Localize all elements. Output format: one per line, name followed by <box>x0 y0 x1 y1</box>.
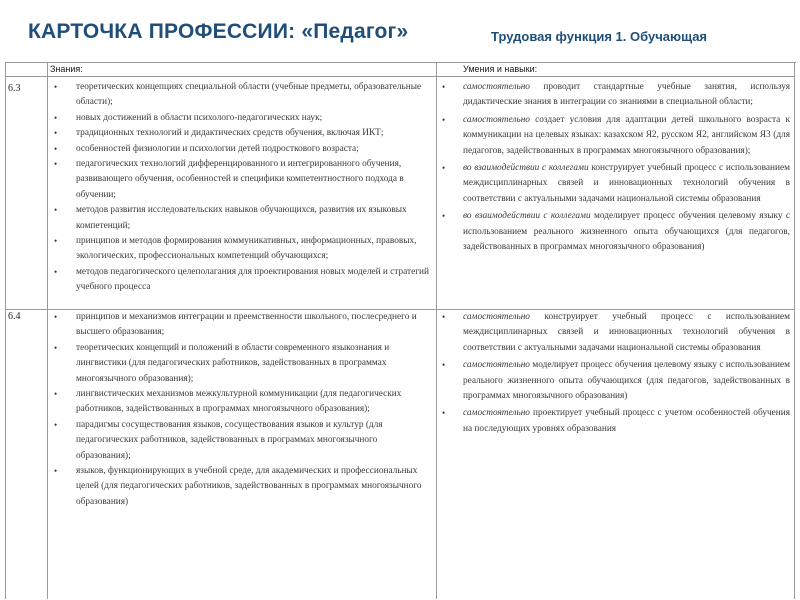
knowledge-text: теоретических концепциях специальной области (учебные предметы, образовательные области); <box>76 82 422 108</box>
list-item <box>50 203 434 234</box>
knowledge-header <box>6 63 436 77</box>
list-item <box>50 387 434 418</box>
list-item <box>50 80 434 111</box>
list-item <box>438 406 790 437</box>
skill-keyword: во взаимодействии с коллегами <box>463 163 589 174</box>
list-item <box>50 310 434 341</box>
profession-card-table <box>5 62 796 599</box>
knowledge-text: принципов и методов формирования коммуникативных, информационных, правовых, экологических, профессиональных компетенций обучающихся; <box>76 236 417 262</box>
list-item <box>50 126 434 141</box>
knowledge-text: методов педагогического целеполагания для проектирования новых моделей и стратегий учебного процесса <box>76 266 429 293</box>
list-item <box>50 341 434 387</box>
skills-cell <box>438 310 790 439</box>
skill-keyword: самостоятельно <box>463 408 530 419</box>
list-item <box>438 161 790 207</box>
bullet-icon: • <box>54 159 58 170</box>
skill-keyword: самостоятельно <box>463 114 530 125</box>
bullet-icon: • <box>54 266 58 277</box>
skills-header-label: Умения и навыки: <box>463 64 538 74</box>
list-item <box>50 142 434 157</box>
list-item <box>438 113 790 159</box>
bullet-icon: • <box>442 312 446 322</box>
bullet-icon: • <box>54 342 58 353</box>
list-item <box>438 310 790 356</box>
bullet-icon: • <box>54 389 58 400</box>
bullet-icon: • <box>54 419 58 430</box>
bullet-icon: • <box>442 163 446 174</box>
row-number: 6.3 <box>8 83 21 94</box>
bullet-icon: • <box>442 211 446 222</box>
skill-text: проектирует учебный процесс с учетом особенностей обучения на последующих уровнях образования <box>463 408 790 434</box>
skill-keyword: самостоятельно <box>463 360 530 371</box>
bullet-icon: • <box>442 82 446 92</box>
bullet-icon: • <box>54 312 58 322</box>
list-item <box>50 157 434 203</box>
skill-text: конструирует учебный процесс с использованием междисциплинарных связей и инновационных технологий обучения в соответствии с актуальными задачами национальной системы образования <box>463 312 790 353</box>
list-item <box>438 358 790 404</box>
list-item <box>50 418 434 464</box>
column-divider <box>436 63 437 599</box>
knowledge-text: традиционных технологий и дидактических средств обучения, включая ИКТ; <box>76 128 384 139</box>
skills-header <box>436 63 795 77</box>
list-item <box>50 234 434 265</box>
knowledge-text: особенностей физиологии и психологии детей подросткового возраста; <box>76 143 359 154</box>
skill-text: моделирует процесс обучения целевому языку с использованием реального жизненного опыта обучающихся (для педагогов, задействованных в программах многоязычного образования) <box>463 211 790 253</box>
skill-text: проводит стандартные учебные занятия, используя дидактические знания в интеграции со знаниями в специальной области; <box>463 82 790 108</box>
list-item <box>50 265 434 296</box>
bullet-icon: • <box>442 114 446 125</box>
bullet-icon: • <box>54 82 58 92</box>
skill-text: конструирует учебный процесс с использованием междисциплинарных связей и инновационных технологий обучения в соответствии с актуальными задачами национальной системы образования <box>463 163 790 204</box>
skills-cell <box>438 80 790 257</box>
knowledge-text: лингвистических механизмов межкультурной коммуникации (для педагогических работников, задействованных в программах многоязычного образования); <box>76 389 402 415</box>
list-item <box>50 111 434 126</box>
row-number: 6.4 <box>8 311 21 322</box>
knowledge-text: методов развития исследовательских навыков обучающихся, развития их языковых компетенций; <box>76 205 407 231</box>
knowledge-text: новых достижений в области психолого-педагогических наук; <box>76 112 323 123</box>
knowledge-text: парадигмы сосуществования языков, сосуществования языков и культур (для педагогических работников, задействованных в программах многоязычного образования); <box>76 419 383 461</box>
knowledge-text: принципов и механизмов интеграции и преемственности школьного, послесреднего и высшего образования; <box>76 312 417 338</box>
skill-keyword: самостоятельно <box>463 82 530 92</box>
knowledge-list <box>50 310 434 510</box>
knowledge-header-label: Знания: <box>50 64 83 74</box>
list-item <box>438 80 790 111</box>
knowledge-cell <box>50 80 434 296</box>
page-title: КАРТОЧКА ПРОФЕССИИ: «Педагог» <box>28 20 409 43</box>
bullet-icon: • <box>442 408 446 419</box>
skills-list <box>438 310 790 437</box>
list-item <box>50 464 434 510</box>
bullet-icon: • <box>54 236 58 247</box>
bullet-icon: • <box>54 112 58 123</box>
skill-keyword: самостоятельно <box>463 312 530 322</box>
list-item <box>438 209 790 255</box>
knowledge-text: педагогических технологий дифференцированного и интегрированного обучения, развивающего обучения, особенностей и специфики компетентностного подхода в обучении; <box>76 159 404 200</box>
knowledge-text: языков, функционирующих в учебной среде, для академических и профессиональных целей (для педагогических работников, задействованных в программах многоязычного образования) <box>76 466 422 507</box>
skill-text: создает условия для адаптации детей школьного возраста к коммуникации на целевых языках: казахском Я2, русском Я2, английском Я3 (для педагогов, задействованных в программах многоязычного образования); <box>463 114 790 156</box>
skill-text: моделирует процесс обучения целевому языку с использованием реального жизненного опыта обучающихся (для педагогов, задействованных в программах многоязычного образования) <box>463 360 790 402</box>
knowledge-text: теоретических концепций и положений в области современного языкознания и лингвистики (для педагогических работников, задействованных в программах многоязычного образования); <box>76 342 390 384</box>
bullet-icon: • <box>54 205 58 216</box>
bullet-icon: • <box>54 128 58 139</box>
knowledge-cell <box>50 310 434 510</box>
labor-function-subtitle: Трудовая функция 1. Обучающая <box>491 29 708 44</box>
knowledge-list <box>50 80 434 296</box>
column-divider <box>794 63 795 599</box>
bullet-icon: • <box>442 360 446 371</box>
column-divider <box>47 63 48 599</box>
bullet-icon: • <box>54 466 58 477</box>
skill-keyword: во взаимодействии с коллегами <box>463 211 591 222</box>
bullet-icon: • <box>54 143 58 154</box>
skills-list <box>438 80 790 255</box>
